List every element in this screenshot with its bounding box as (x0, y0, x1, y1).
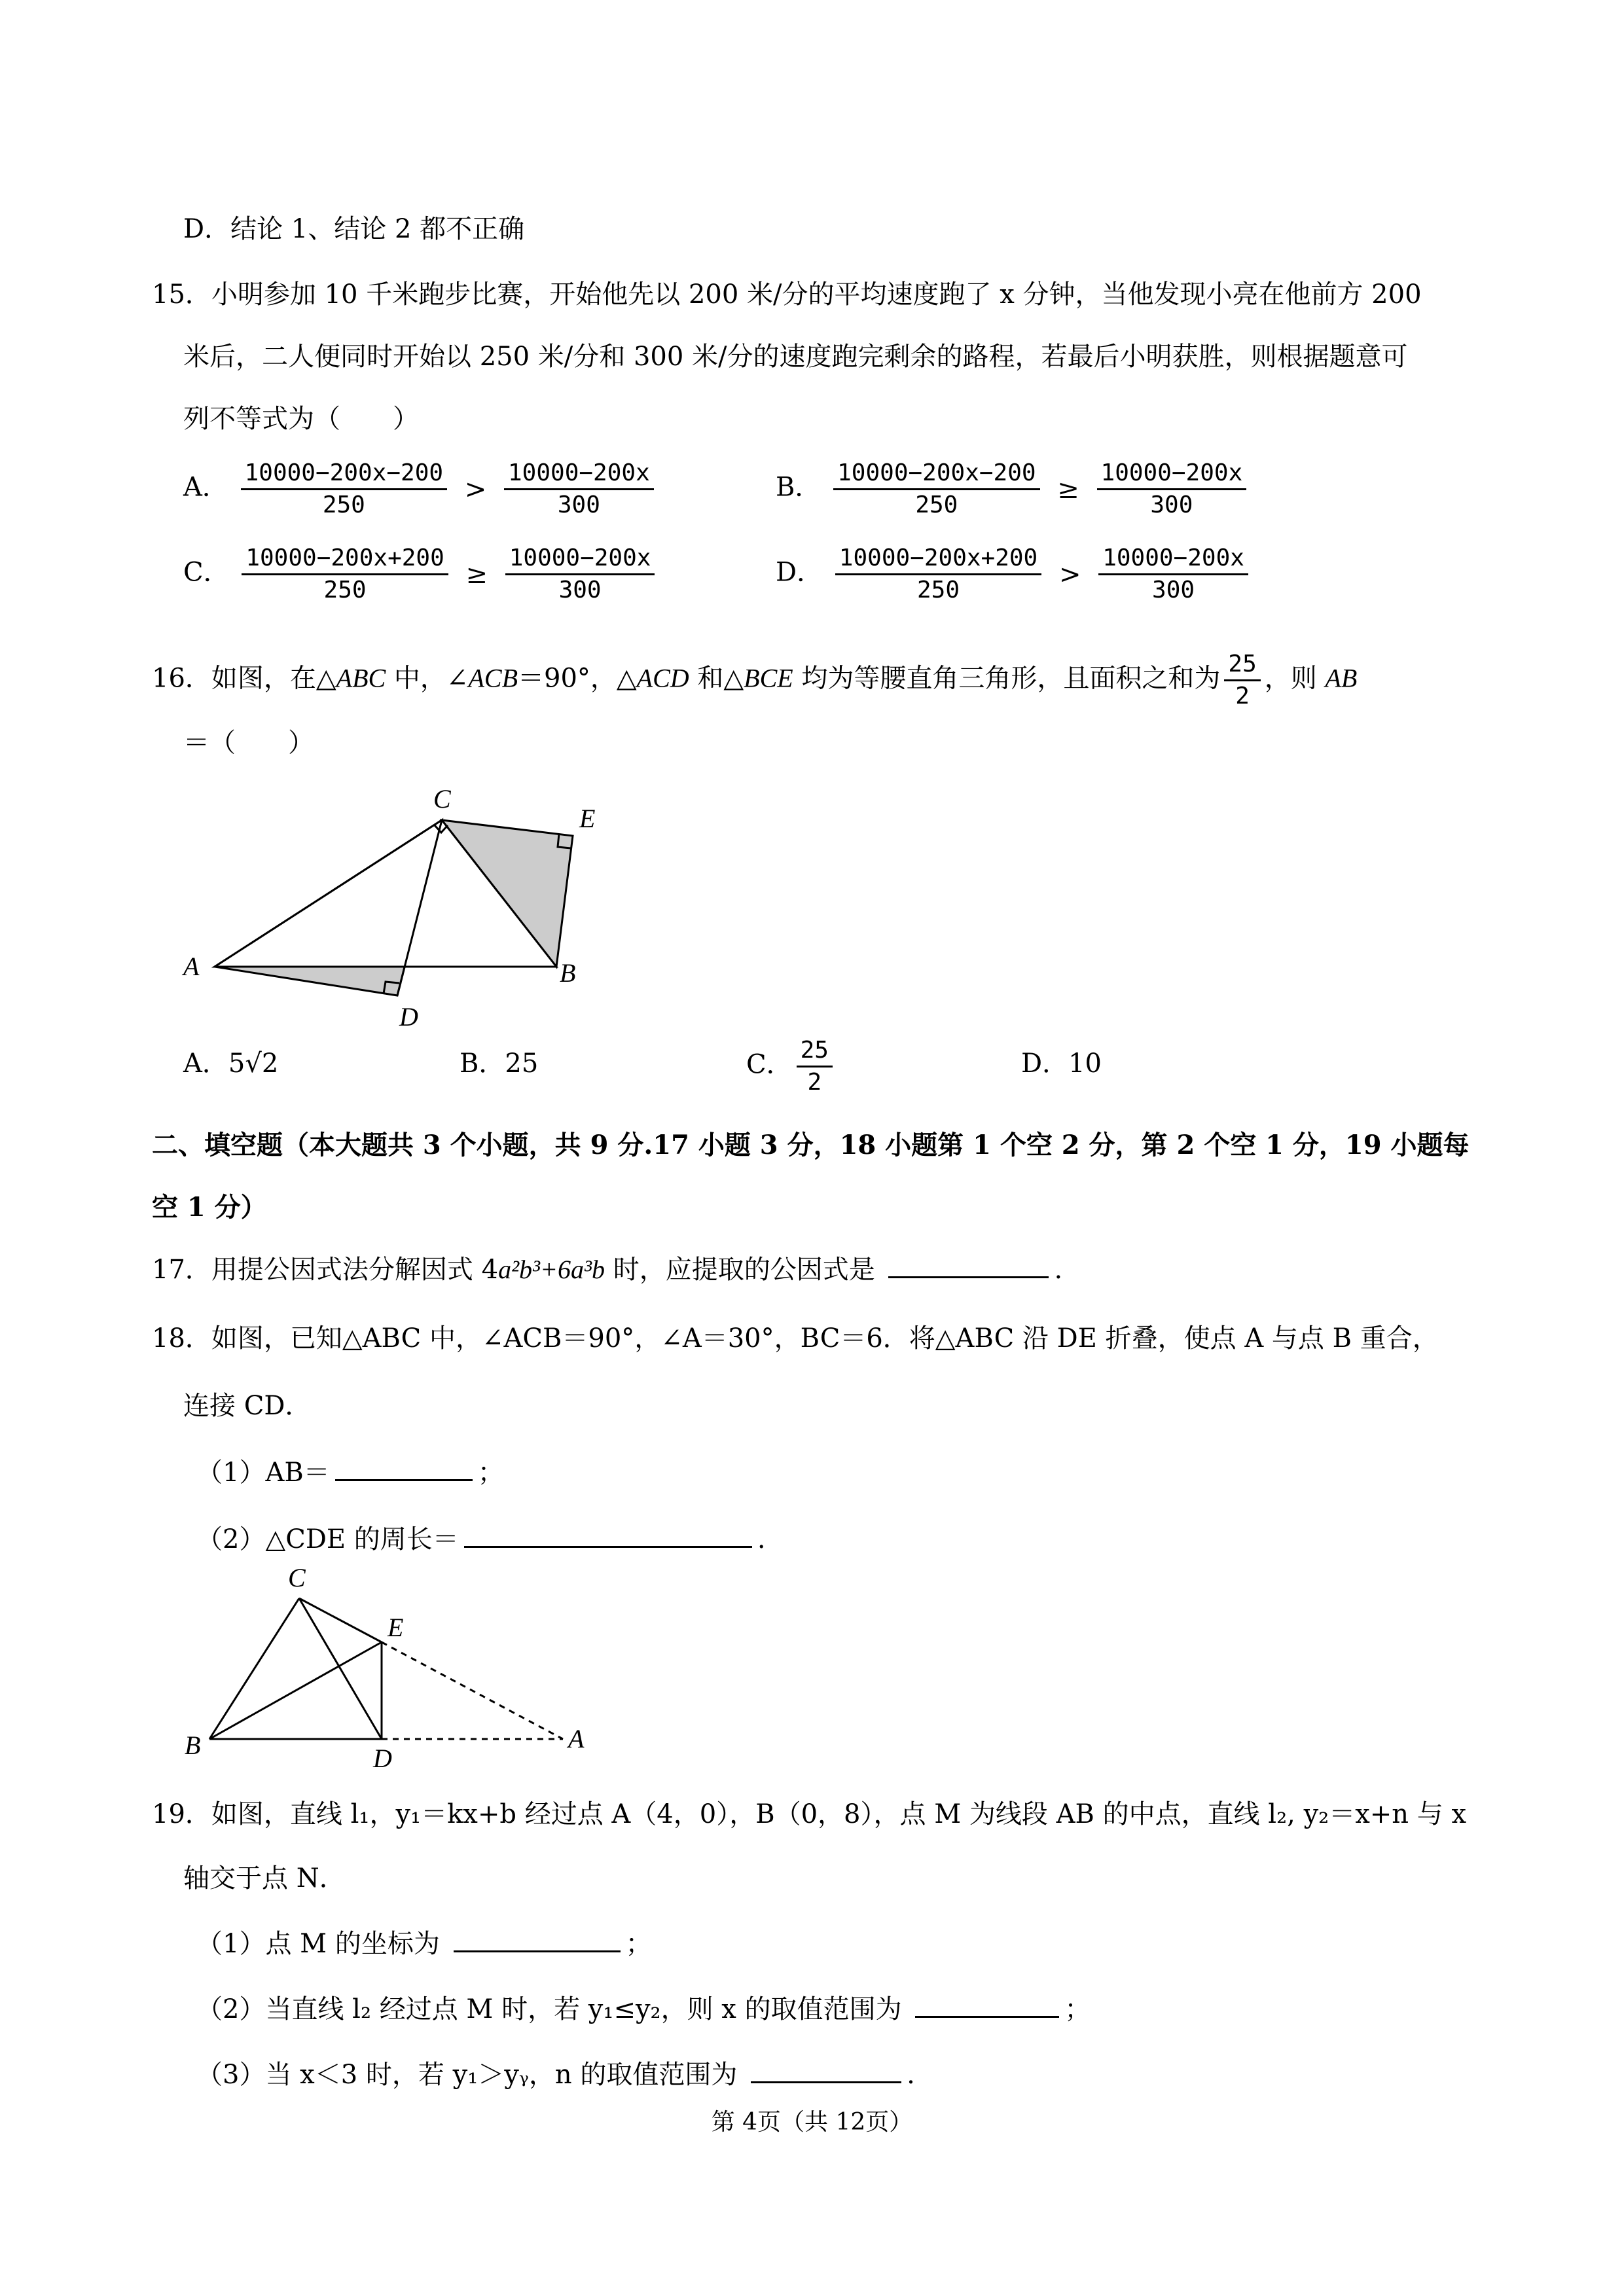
q15-line2: 米后，二人便同时开始以 250 米/分和 300 米/分的速度跑完剩余的路程，若最后小明获胜，则根据题意可 (183, 342, 1408, 372)
q15-line1: 15．小明参加 10 千米跑步比赛，开始他先以 200 米/分的平均速度跑了 x 分钟，当他发现小亮在他前方 200 (152, 279, 1422, 310)
q19-sub3 (196, 2055, 915, 2094)
segment-bc (209, 1598, 299, 1739)
label-c: C (288, 1563, 306, 1592)
numerator: 10000−200x−200 (833, 458, 1039, 490)
fraction (833, 458, 1039, 520)
numerator: 10000−200x−200 (241, 458, 447, 490)
text: ＝90°，△ (518, 663, 637, 694)
q18-line2: 连接 CD． (183, 1391, 312, 1421)
text: ； (477, 1458, 504, 1488)
section2-heading-line2: 空 1 分） (152, 1192, 267, 1223)
q16-option-c (746, 1035, 837, 1098)
text: （2）△CDE 的周长＝ (196, 1524, 459, 1554)
fraction (505, 543, 655, 605)
label-c: C (433, 784, 451, 814)
q19-line2: 轴交于点 N． (183, 1863, 346, 1893)
answer-blank[interactable] (888, 1250, 1049, 1278)
text: （2）当直线 l₂ 经过点 M 时，若 y₁≤y₂，则 x 的取值范围为 (196, 1994, 911, 2024)
fraction (504, 458, 654, 520)
math-var: BCE (744, 663, 793, 693)
text: （1）AB＝ (196, 1458, 330, 1488)
q16-figure (177, 772, 622, 1034)
text: ； (625, 1929, 652, 1959)
answer-blank[interactable] (454, 1924, 621, 1952)
numerator: 10000−200x (505, 543, 655, 575)
text: 和△ (689, 663, 744, 694)
numerator: 10000−200x (1098, 543, 1248, 575)
text: . (907, 2060, 915, 2090)
denominator: 300 (557, 492, 600, 518)
denominator: 2 (807, 1069, 822, 1096)
answer-blank[interactable] (464, 1520, 752, 1548)
option-label: B． (776, 472, 821, 503)
text: 16．如图，在△ (152, 663, 336, 694)
option-label: A． (183, 472, 228, 503)
relation-sign: ≥ (1057, 474, 1079, 505)
math-var: ACB (468, 663, 518, 693)
math-var: ABC (336, 663, 386, 693)
q16-option-d: D．10 (1021, 1049, 1102, 1079)
fraction (1224, 649, 1260, 711)
text: . (1054, 1255, 1063, 1285)
q15-option-b (776, 458, 1250, 520)
relation-sign: ≥ (465, 559, 488, 590)
denominator: 250 (323, 577, 367, 603)
segment-ea-dashed (382, 1642, 563, 1739)
q15-option-d (776, 543, 1252, 605)
q15-option-c (183, 543, 659, 605)
label-e: E (579, 804, 596, 833)
answer-blank[interactable] (915, 1990, 1059, 2018)
math-var: ACD (636, 663, 689, 693)
option-label: C． (183, 557, 230, 588)
answer-blank[interactable] (751, 2055, 901, 2083)
q19-sub1 (196, 1924, 652, 1964)
denominator: 250 (917, 577, 960, 603)
text: 时，应提取的公因式是 (605, 1255, 884, 1285)
q15-line3: 列不等式为（ ） (183, 404, 419, 434)
text: （1）点 M 的坐标为 (196, 1929, 448, 1959)
denominator: 300 (1152, 577, 1195, 603)
relation-sign: > (464, 474, 487, 505)
text: ； (1064, 1994, 1091, 2024)
page-footer: 第 4页（共 12页） (711, 2109, 913, 2136)
text: 17．用提公因式法分解因式 4 (152, 1255, 499, 1285)
fraction (1098, 543, 1248, 605)
denominator: 300 (558, 577, 602, 603)
denominator: 250 (915, 492, 958, 518)
option-label: C． (746, 1049, 793, 1080)
numerator: 25 (797, 1035, 833, 1067)
math-var: AB (1325, 663, 1358, 693)
math-expression: a²b³+6a³b (498, 1255, 605, 1284)
label-d: D (373, 1744, 392, 1773)
option-value: 5√2 (228, 1049, 279, 1079)
q17-line (152, 1250, 1062, 1289)
text: （3）当 x＜3 时，若 y₁＞yᵧ，n 的取值范围为 (196, 2060, 746, 2090)
label-d: D (399, 1002, 418, 1031)
q16-option-b: B．25 (460, 1049, 539, 1079)
answer-blank[interactable] (335, 1453, 473, 1481)
q19-line1: 19．如图，直线 l₁，y₁＝kx+b 经过点 A（4，0），B（0，8），点 M 为线段 AB 的中点，直线 l₂, y₂＝x+n 与 x (152, 1799, 1467, 1829)
option-label: D． (776, 557, 823, 588)
q14-option-d: D．结论 1、结论 2 都不正确 (183, 214, 525, 244)
label-a: A (183, 952, 200, 981)
fraction (797, 1035, 833, 1098)
q15-option-a (183, 458, 658, 520)
fraction (241, 458, 447, 520)
q18-sub2 (196, 1520, 766, 1559)
text: 均为等腰直角三角形，且面积之和为 (793, 663, 1221, 694)
section2-heading-line1: 二、填空题（本大题共 3 个小题，共 9 分.17 小题 3 分，18 小题第 1 个空 2 分，第 2 个空 1 分，19 小题每 (152, 1130, 1470, 1160)
q16-line1 (152, 649, 1357, 711)
fraction (1097, 458, 1247, 520)
fraction (835, 543, 1041, 605)
numerator: 10000−200x+200 (835, 543, 1041, 575)
text: . (757, 1524, 766, 1554)
label-a: A (568, 1724, 585, 1753)
q19-sub2 (196, 1990, 1091, 2029)
label-b: B (560, 958, 576, 988)
q18-sub1 (196, 1453, 504, 1492)
q16-line2: ＝（ ） (183, 728, 314, 758)
fraction (242, 543, 448, 605)
label-b: B (185, 1731, 201, 1760)
numerator: 10000−200x (504, 458, 654, 490)
q16-option-a (183, 1044, 278, 1083)
numerator: 10000−200x+200 (242, 543, 448, 575)
denominator: 300 (1150, 492, 1193, 518)
numerator: 25 (1224, 649, 1260, 681)
q18-line1: 18．如图，已知△ABC 中，∠ACB＝90°，∠A＝30°，BC＝6．将△ABC 沿 DE 折叠，使点 A 与点 B 重合， (152, 1323, 1439, 1354)
option-label: A． (183, 1049, 228, 1079)
text: ，则 (1264, 663, 1326, 694)
denominator: 2 (1235, 683, 1250, 709)
relation-sign: > (1058, 559, 1081, 590)
text: 中，∠ (386, 663, 469, 694)
numerator: 10000−200x (1097, 458, 1247, 490)
denominator: 250 (322, 492, 365, 518)
q18-figure (177, 1558, 609, 1774)
segment-be (209, 1642, 382, 1739)
label-e: E (388, 1613, 404, 1642)
